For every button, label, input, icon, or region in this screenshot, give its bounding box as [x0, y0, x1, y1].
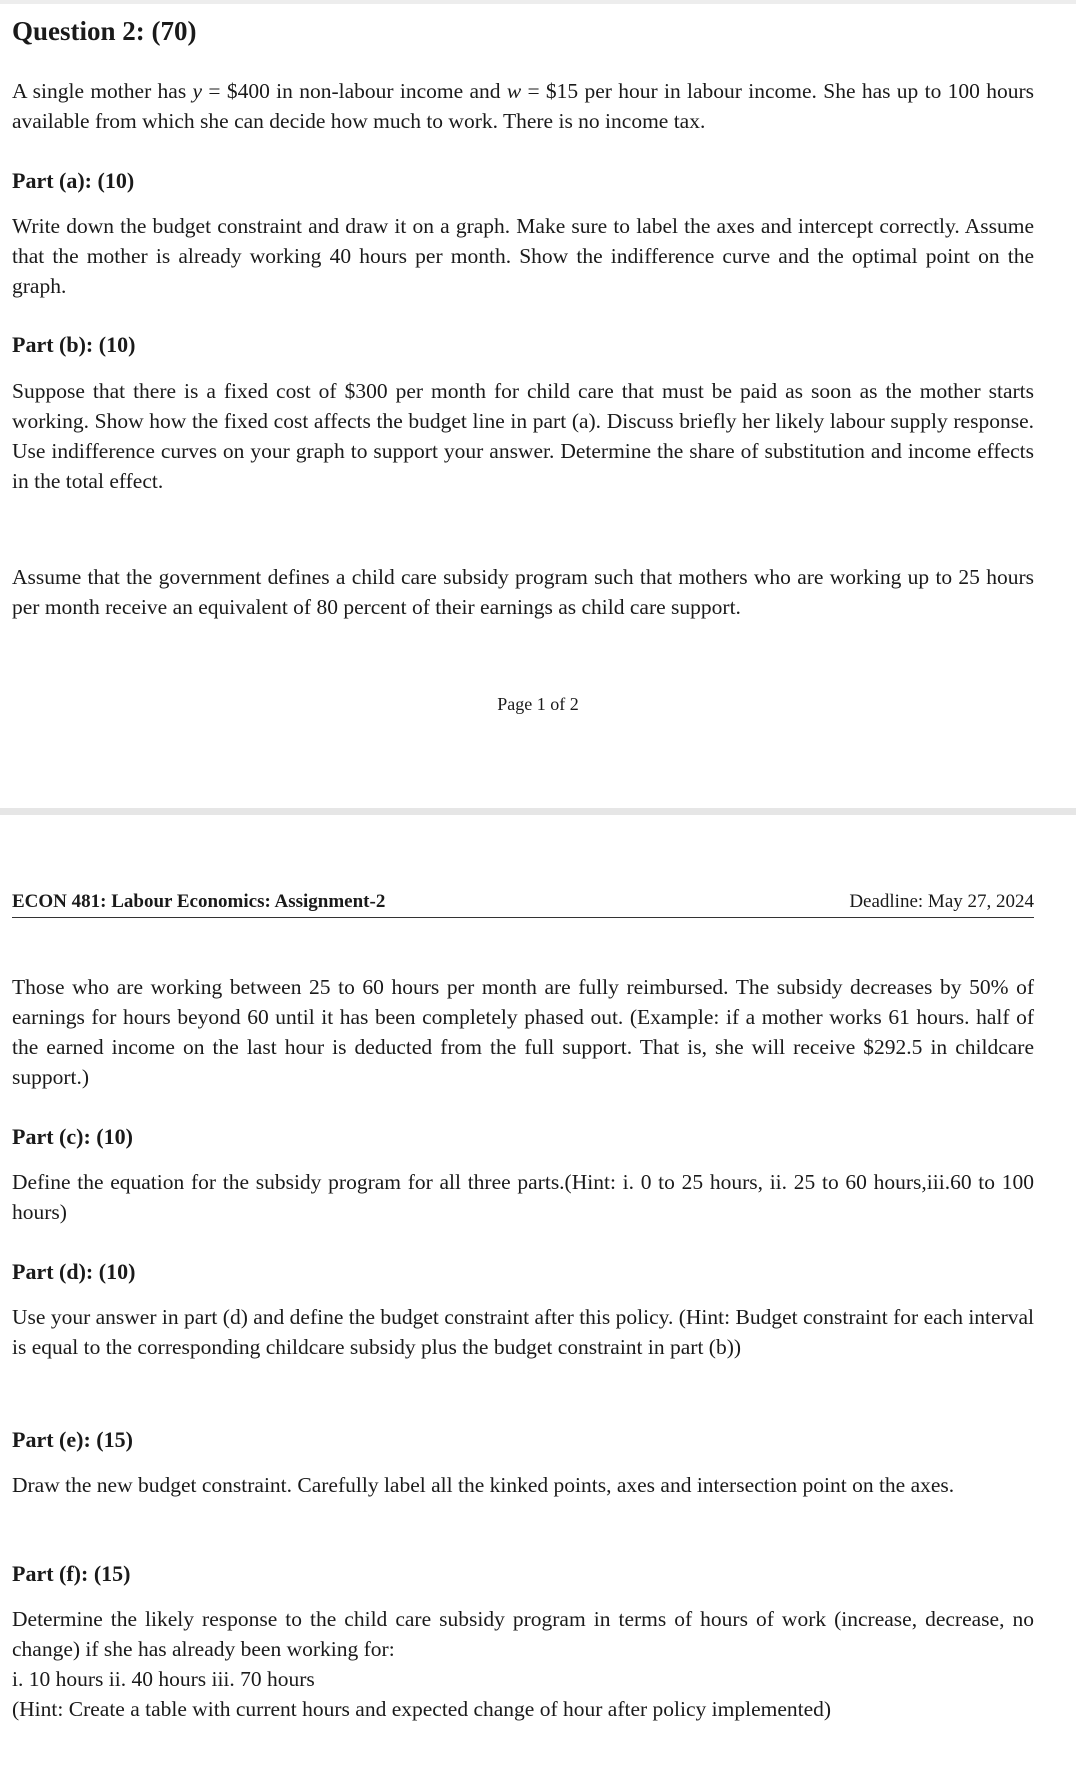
running-header-deadline: Deadline: May 27, 2024 [849, 891, 1034, 912]
part-a-heading: Part (a): (10) [12, 168, 135, 193]
part-f-hours: i. 10 hours ii. 40 hours iii. 70 hours [12, 1667, 315, 1691]
page-break [0, 808, 1076, 815]
part-f-heading: Part (f): (15) [12, 1561, 131, 1586]
subsidy-intro: Assume that the government defines a child care subsidy program such that mothers who are working up to 25 hours per month receive an equivalent of 80 percent of their earnings as child care support. [12, 565, 1034, 619]
question-title: Question 2: (70) [12, 16, 197, 46]
part-a-text: Write down the budget constraint and draw it on a graph. Make sure to label the axes and intercept correctly. Assume that the mother is already working 40 hours per month. Show the indifference curve and the optimal point on the graph. [12, 214, 1034, 298]
part-d-heading: Part (d): (10) [12, 1259, 136, 1284]
header-rule [12, 917, 1034, 918]
part-c-text: Define the equation for the subsidy program for all three parts.(Hint: i. 0 to 25 hours, ii. 25 to 60 hours,iii.60 to 100 hours) [12, 1170, 1034, 1224]
part-d-text: Use your answer in part (d) and define the budget constraint after this policy. (Hint: Budget constraint for each interval is equal to the corresponding childcare subsidy plus the budget constraint in part (b)) [12, 1305, 1034, 1359]
part-b-text: Suppose that there is a fixed cost of $300 per month for child care that must be paid as soon as the mother starts working. Show how the fixed cost affects the budget line in part (a). Discuss briefly her likely labour supply response. Use indifference curves on your graph to support your answer. Determine the share of substitution and income effects in the total effect. [12, 379, 1034, 493]
question-intro [12, 76, 1034, 136]
part-f-text: Determine the likely response to the child care subsidy program in terms of hours of work (increase, decrease, no change) if she has already been working for: [12, 1607, 1034, 1661]
var-w: w [506, 79, 522, 103]
intro-text-1: A single mother has [12, 79, 187, 103]
intro-y-eq: = $400 in non-labour income and [202, 79, 507, 103]
intro-w-eq: = $15 per hour in labour income. She has up to 100 hours available from which she can decide how much to work. There is no income tax. [12, 79, 1034, 133]
part-c-heading: Part (c): (10) [12, 1124, 133, 1149]
part-e-heading: Part (e): (15) [12, 1427, 133, 1452]
subsidy-continued: Those who are working between 25 to 60 hours per month are fully reimbursed. The subsidy decreases by 50% of earnings for hours beyond 60 until it has been completely phased out. (Example: if a mother works 61 hours. half of the earned income on the last hour is deducted from the full support. That is, she will receive $292.5 in childcare support.) [12, 975, 1034, 1089]
top-divider [0, 0, 1076, 4]
running-header-course: ECON 481: Labour Economics: Assignment-2 [12, 891, 386, 912]
part-f-hint: (Hint: Create a table with current hours and expected change of hour after policy implemented) [12, 1697, 832, 1721]
page-number: Page 1 of 2 [497, 694, 579, 714]
part-b-heading: Part (b): (10) [12, 332, 136, 357]
part-e-text: Draw the new budget constraint. Carefully label all the kinked points, axes and intersection point on the axes. [12, 1473, 955, 1497]
var-y: y [192, 79, 203, 103]
